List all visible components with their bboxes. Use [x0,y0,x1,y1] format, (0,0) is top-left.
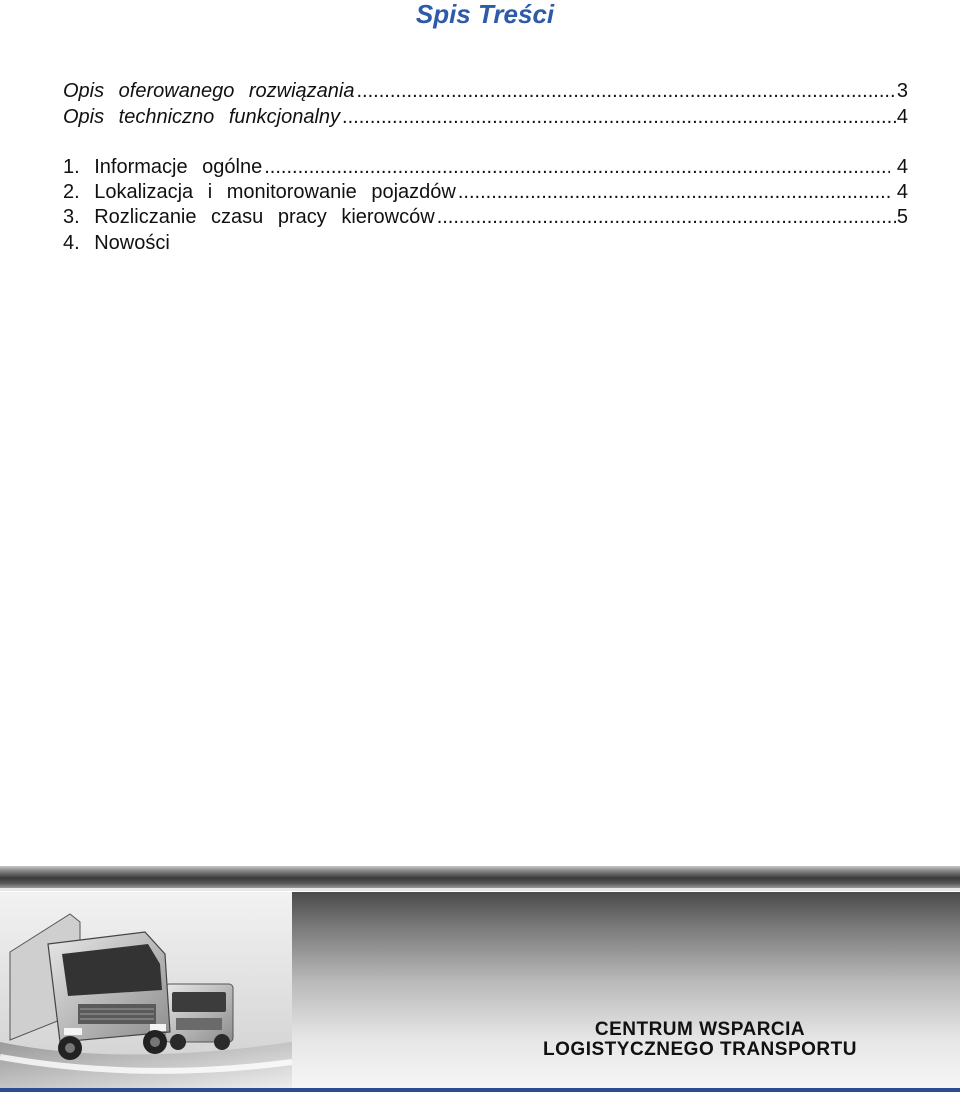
toc-entry-offer[interactable] [63,79,908,103]
footer-accent-line [0,1088,960,1092]
toc-leader-dots [342,105,896,129]
toc-entry-vehicle-tracking[interactable] [63,180,908,204]
toc-entry-label: 3. Rozliczanie czasu pracy kierowców [63,206,435,228]
company-name-line-1: CENTRUM WSPARCIA [594,1019,806,1040]
company-name-line-2: LOGISTYCZNEGO TRANSPORTU [543,1039,857,1060]
toc-entry-general-info[interactable] [63,155,908,179]
toc-page-number: 4 [891,181,908,203]
toc-entry-news[interactable] [63,231,908,255]
footer-divider-bar [0,866,960,888]
toc-entry-label: Opis techniczno funkcjonalny [63,106,341,128]
toc-leader-dots [357,79,896,103]
toc-entry-driver-time[interactable] [63,205,908,229]
footer-banner [0,892,960,1088]
toc-page-number: 5 [896,206,908,228]
toc-entry-label: Opis oferowanego rozwiązania [63,80,355,102]
toc-page-number: 3 [896,80,908,102]
trucks-image [0,892,292,1088]
toc-leader-dots [458,180,890,204]
page-title: Spis Treści [415,0,555,29]
toc-leader-dots [437,205,896,229]
toc-entry-label: 2. Lokalizacja i monitorowanie pojazdów [63,181,456,203]
toc-entry-technical[interactable] [63,105,908,129]
toc-entry-label: 1. Informacje ogólne [63,156,263,178]
toc-entry-label: 4. Nowości [63,232,170,254]
toc-leader-dots [264,155,890,179]
toc-page-number: 4 [891,156,908,178]
toc-page-number: 4 [896,106,908,128]
